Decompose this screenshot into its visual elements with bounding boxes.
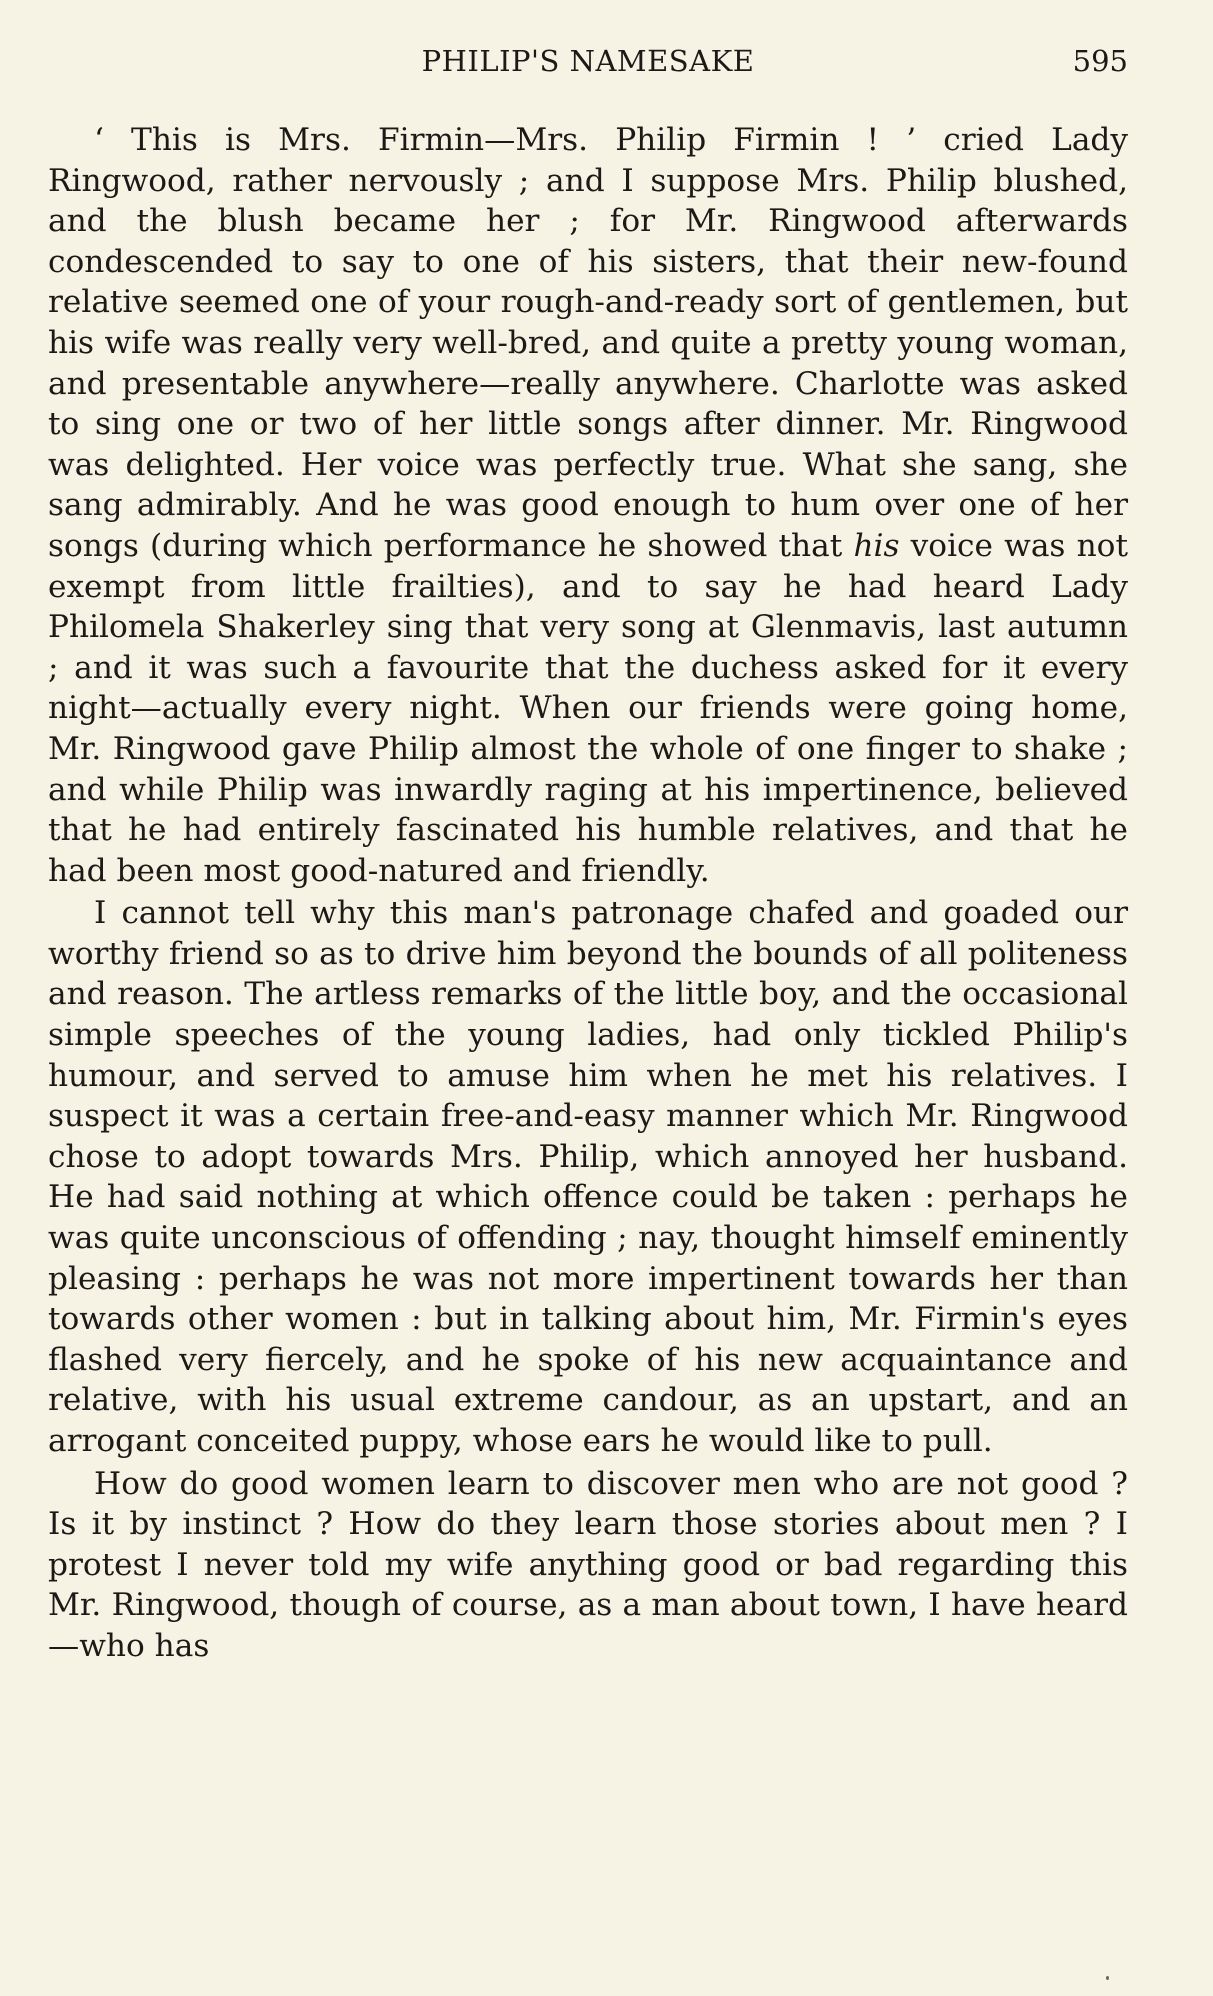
paragraph-2: I cannot tell why this man's patronage chafed and goaded our worthy friend so as to drive him beyond the bounds of all politeness and reason. The artless remarks of the little boy, and the occasional simple speeches of the young ladies, had only tickled Philip's humour, and served to amuse him when he met his relatives. I suspect it was a certain free-and-easy manner which Mr. Ringwood chose to adopt towards Mrs. Philip, which annoyed her husband. He had said nothing at which offence could be taken : perhaps he was quite unconscious of offending ; nay, thought himself eminently pleasing : perhaps he was not more impertinent towards her than towards other women : but in talking about him, Mr. Firmin's eyes flashed very fiercely, and he spoke of his new acquaintance and relative, with his usual extreme candour, as an upstart, and an arrogant conceited puppy, whose ears he would like to pull.: [48, 895, 1128, 1459]
paragraph-3: How do good women learn to discover men who are not good ? Is it by instinct ? How do they learn those stories about men ? I protest I never told my wife anything good or bad regarding this Mr. Ringwood, though of course, as a man about town, I have heard—who has: [48, 1465, 1128, 1664]
running-title: PHILIP'S NAMESAKE: [421, 44, 755, 78]
paragraph-1-italic: his: [853, 527, 900, 564]
paragraph-1-text-b: voice was not exempt from little frailties), and to say he had heard Lady Philomela Shakerley sing that very song at Glenmavis, last autumn ; and it was such a favourite that the duchess asked for it every night—actually every night. When our friends were going home, Mr. Ringwood gave Philip almost the whole of one finger to shake ; and while Philip was inwardly raging at his impertinence, believed that he had entirely fascinated his humble relatives, and that he had been most good-natured and friendly.: [48, 527, 1128, 889]
page-number: 595: [1072, 44, 1128, 78]
paragraph-1-text-a: ‘ This is Mrs. Firmin—Mrs. Philip Firmin ! ’ cried Lady Ringwood, rather nervously ; and I suppose Mrs. Philip blushed, and the blush became her ; for Mr. Ringwood afterwards condescended to say to one of his sisters, that their new-found relative seemed one of your rough-and-ready sort of gentlemen, but his wife was really very well-bred, and quite a pretty young woman, and presentable anywhere—really anywhere. Charlotte was asked to sing one or two of her little songs after dinner. Mr. Ringwood was delighted. Her voice was perfectly true. What she sang, she sang admirably. And he was good enough to hum over one of her songs (during which performance he showed that: [48, 122, 1128, 564]
ink-speck: [1106, 1976, 1109, 1980]
running-head: [48, 44, 1128, 88]
body-text: [48, 120, 1128, 1667]
paragraph-1: [48, 120, 1128, 891]
